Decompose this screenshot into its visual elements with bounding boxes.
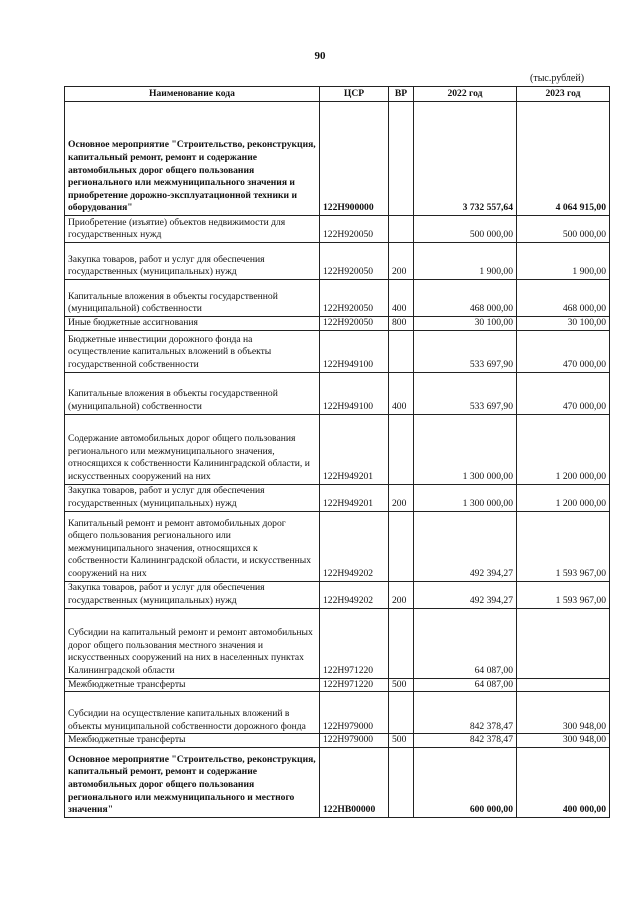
table-row	[65, 280, 610, 317]
cell-csr: 122Н949201	[320, 484, 389, 511]
cell-csr: 122Н949202	[320, 511, 389, 581]
table-row	[65, 102, 610, 216]
cell-2023: 300 948,00	[517, 734, 610, 748]
cell-name: Содержание автомобильных дорог общего пользования регионального или межмуниципального значения, относящихся к собственности Калининградской области, и искусственных сооружений на них	[65, 414, 320, 484]
table-row	[65, 330, 610, 372]
cell-vr: 400	[389, 372, 414, 414]
cell-vr	[389, 692, 414, 734]
cell-csr: 122Н900000	[320, 102, 389, 216]
cell-vr	[389, 414, 414, 484]
cell-name: Капитальные вложения в объекты государственной (муниципальной) собственности	[65, 280, 320, 317]
cell-2022: 1 300 000,00	[414, 414, 517, 484]
cell-name: Закупка товаров, работ и услуг для обеспечения государственных (муниципальных) нужд	[65, 484, 320, 511]
cell-vr: 200	[389, 484, 414, 511]
cell-name: Иные бюджетные ассигнования	[65, 317, 320, 331]
cell-csr: 122Н920050	[320, 317, 389, 331]
cell-name: Приобретение (изъятие) объектов недвижимости для государственных нужд	[65, 216, 320, 243]
cell-2022: 492 394,27	[414, 511, 517, 581]
cell-2022: 1 900,00	[414, 243, 517, 280]
cell-2022: 842 378,47	[414, 734, 517, 748]
cell-csr: 122Н949202	[320, 581, 389, 608]
cell-csr: 122Н920050	[320, 216, 389, 243]
cell-csr: 122НВ00000	[320, 747, 389, 817]
header-vr: ВР	[389, 87, 414, 102]
cell-name: Капитальный ремонт и ремонт автомобильных дорог общего пользования регионального или межмуниципального значения, относящихся к собственности Калининградской области, и искусственных сооружений на них	[65, 511, 320, 581]
table-header-row	[65, 87, 610, 102]
cell-vr: 500	[389, 734, 414, 748]
cell-name: Закупка товаров, работ и услуг для обеспечения государственных (муниципальных) нужд	[65, 243, 320, 280]
cell-csr: 122Н971220	[320, 678, 389, 692]
cell-2022: 64 087,00	[414, 608, 517, 678]
cell-2023: 30 100,00	[517, 317, 610, 331]
table-row	[65, 608, 610, 678]
cell-2022: 842 378,47	[414, 692, 517, 734]
cell-2023: 1 200 000,00	[517, 414, 610, 484]
cell-vr	[389, 330, 414, 372]
cell-2022: 533 697,90	[414, 372, 517, 414]
cell-csr: 122Н979000	[320, 734, 389, 748]
cell-2023: 4 064 915,00	[517, 102, 610, 216]
cell-vr: 400	[389, 280, 414, 317]
cell-2022: 30 100,00	[414, 317, 517, 331]
table-row	[65, 216, 610, 243]
cell-2023: 468 000,00	[517, 280, 610, 317]
table-row	[65, 692, 610, 734]
cell-2023	[517, 608, 610, 678]
cell-2023: 1 200 000,00	[517, 484, 610, 511]
cell-name: Основное мероприятие "Строительство, реконструкция, капитальный ремонт, ремонт и содержание автомобильных дорог общего пользования регионального или межмуниципального и местного значения"	[65, 747, 320, 817]
table-body	[65, 102, 610, 818]
cell-2023: 300 948,00	[517, 692, 610, 734]
table-row	[65, 678, 610, 692]
table-row	[65, 243, 610, 280]
cell-2022: 600 000,00	[414, 747, 517, 817]
cell-vr	[389, 608, 414, 678]
cell-vr: 800	[389, 317, 414, 331]
cell-2023: 1 900,00	[517, 243, 610, 280]
cell-2023: 470 000,00	[517, 330, 610, 372]
header-2022: 2022 год	[414, 87, 517, 102]
cell-name: Закупка товаров, работ и услуг для обеспечения государственных (муниципальных) нужд	[65, 581, 320, 608]
cell-csr: 122Н949201	[320, 414, 389, 484]
cell-2022: 64 087,00	[414, 678, 517, 692]
cell-name: Субсидии на осуществление капитальных вложений в объекты муниципальной собственности дорожного фонда	[65, 692, 320, 734]
table-row	[65, 511, 610, 581]
cell-csr: 122Н949100	[320, 330, 389, 372]
units-note: (тыс.рублей)	[530, 73, 585, 84]
header-csr: ЦСР	[320, 87, 389, 102]
cell-vr	[389, 216, 414, 243]
cell-vr: 200	[389, 243, 414, 280]
cell-2022: 492 394,27	[414, 581, 517, 608]
table-row	[65, 372, 610, 414]
table-row	[65, 747, 610, 817]
cell-csr: 122Н920050	[320, 280, 389, 317]
cell-2023: 500 000,00	[517, 216, 610, 243]
cell-2022: 1 300 000,00	[414, 484, 517, 511]
cell-2023: 470 000,00	[517, 372, 610, 414]
cell-name: Межбюджетные трансферты	[65, 678, 320, 692]
cell-name: Бюджетные инвестиции дорожного фонда на осуществление капитальных вложений в объекты государственной собственности	[65, 330, 320, 372]
cell-csr: 122Н949100	[320, 372, 389, 414]
cell-2023: 1 593 967,00	[517, 581, 610, 608]
cell-2022: 500 000,00	[414, 216, 517, 243]
cell-csr: 122Н979000	[320, 692, 389, 734]
table-row	[65, 734, 610, 748]
table-row	[65, 484, 610, 511]
cell-name: Межбюджетные трансферты	[65, 734, 320, 748]
table-row	[65, 317, 610, 331]
cell-2023	[517, 678, 610, 692]
cell-csr: 122Н920050	[320, 243, 389, 280]
cell-name: Основное мероприятие "Строительство, реконструкция, капитальный ремонт, ремонт и содержание автомобильных дорог общего пользования регионального или межмуниципального значения и приобретение дорожно-эксплуатационной техники и оборудования"	[65, 102, 320, 216]
cell-vr: 200	[389, 581, 414, 608]
cell-vr	[389, 102, 414, 216]
cell-2022: 533 697,90	[414, 330, 517, 372]
cell-vr	[389, 747, 414, 817]
cell-vr	[389, 511, 414, 581]
cell-csr: 122Н971220	[320, 608, 389, 678]
cell-2022: 468 000,00	[414, 280, 517, 317]
cell-2022: 3 732 557,64	[414, 102, 517, 216]
cell-vr: 500	[389, 678, 414, 692]
cell-name: Субсидии на капитальный ремонт и ремонт автомобильных дорог общего пользования местного значения и искусственных сооружений на них в населенных пунктах Калининградской области	[65, 608, 320, 678]
budget-table	[64, 86, 610, 818]
header-name: Наименование кода	[65, 87, 320, 102]
table-row	[65, 414, 610, 484]
header-2023: 2023 год	[517, 87, 610, 102]
table-row	[65, 581, 610, 608]
cell-name: Капитальные вложения в объекты государственной (муниципальной) собственности	[65, 372, 320, 414]
cell-2023: 1 593 967,00	[517, 511, 610, 581]
page-number: 90	[314, 50, 326, 62]
cell-2023: 400 000,00	[517, 747, 610, 817]
